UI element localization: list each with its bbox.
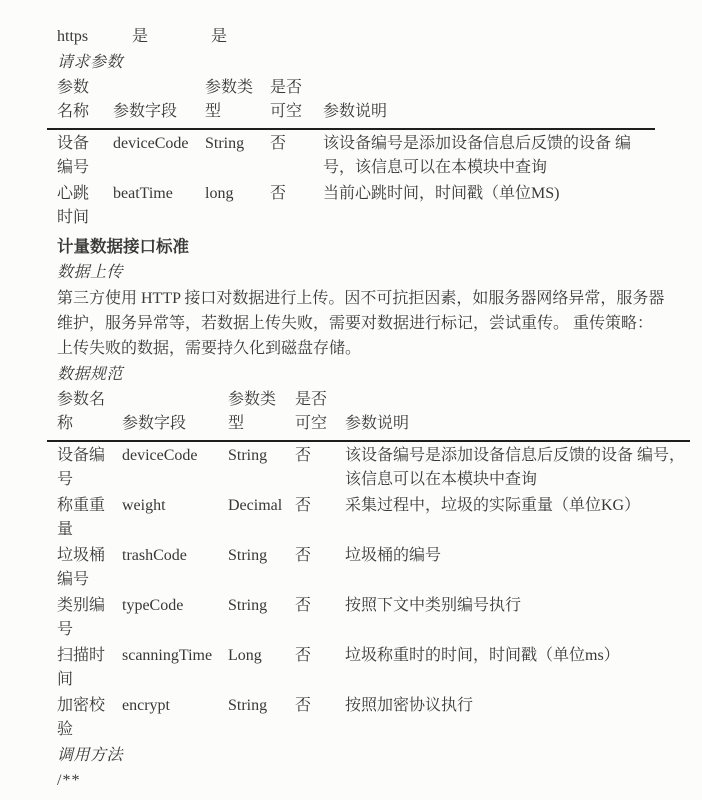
flag-value-1: 是 [132,28,149,45]
param-name-cell: 加密校验 [57,697,106,738]
param-field-cell: deviceCode [113,135,189,152]
data-spec-heading: 数据规范 [57,366,124,383]
col-header-param-desc: 参数说明 [323,103,388,120]
param-type-cell: String [228,547,268,564]
param-type-cell: String [205,135,245,152]
col-header-param-type: 参数类型 [205,79,254,120]
col-header-param-type: 参数类型 [228,391,277,432]
param-type-cell: String [228,597,268,614]
flag-value-2: 是 [211,28,228,45]
data-upload-heading: 数据上传 [57,264,124,281]
param-type-cell: String [228,447,268,464]
col-header-nullable: 是否可空 [295,391,328,432]
table-row [47,129,655,180]
code-comment-line: /** [57,772,81,789]
header-row [47,388,690,441]
param-type-cell: Decimal [228,497,283,514]
protocol-value: https [57,28,89,45]
param-desc-cell: 垃圾称重时的时间，时间戳（单位ms） [345,647,620,664]
data-spec-table [47,388,690,742]
param-type-cell: String [228,697,268,714]
param-nullable-cell: 否 [295,597,312,614]
param-field-cell: encrypt [122,697,170,714]
param-nullable-cell: 否 [295,647,312,664]
upload-paragraph: 第三方使用 HTTP 接口对数据进行上传。因不可抗拒因素，如服务器网络异常，服务器维护，服务异常等，若数据上传失败，需要对数据进行标记，尝试重传。 重传策略：上传失败的数据，需要持久化到磁盘存储。 [57,290,665,357]
table-row [47,642,690,692]
table-row [47,692,690,742]
param-field-cell: trashCode [122,547,187,564]
param-desc-cell: 按照下文中类别编号执行 [345,597,522,614]
param-nullable-cell: 否 [295,497,312,514]
param-field-cell: typeCode [122,597,184,614]
protocol-remnant-row [57,24,665,49]
param-desc-cell: 该设备编号是添加设备信息后反馈的设备 编号，该信息可以在本模块中查询 [323,135,632,176]
param-nullable-cell: 否 [295,547,312,564]
param-field-cell: deviceCode [122,447,198,464]
request-params-heading: 请求参数 [57,54,124,71]
param-name-cell: 垃圾桶编号 [57,547,106,588]
col-header-nullable: 是否可空 [270,79,303,120]
param-name-cell: 称重重量 [57,497,106,538]
invoke-method-heading: 调用方法 [57,747,124,764]
col-header-param-name: 参数名称 [57,391,106,432]
param-name-cell: 设备编号 [57,135,90,176]
param-name-cell: 类别编号 [57,597,106,638]
col-header-param-name: 参数名称 [57,79,90,120]
param-field-cell: weight [122,497,166,514]
param-field-cell: scanningTime [122,647,213,664]
param-type-cell: long [205,185,234,202]
table-row [47,492,690,542]
param-type-cell: Long [228,647,262,664]
param-name-cell: 扫描时间 [57,647,106,688]
col-header-param-desc: 参数说明 [345,415,410,432]
table-row [47,592,690,642]
header-row [47,76,655,129]
param-name-cell: 心跳时间 [57,185,90,226]
col-header-param-field: 参数字段 [113,103,178,120]
param-nullable-cell: 否 [270,185,287,202]
param-nullable-cell: 否 [295,447,312,464]
param-desc-cell: 采集过程中，垃圾的实际重量（单位KG） [345,497,641,514]
param-name-cell: 设备编号 [57,447,106,488]
param-desc-cell: 当前心跳时间，时间戳（单位MS) [323,185,560,202]
table-row [47,542,690,592]
metering-section-title: 计量数据接口标准 [57,237,189,256]
request-params-table [47,76,655,230]
param-desc-cell: 该设备编号是添加设备信息后反馈的设备 编号，该信息可以在本模块中查询 [345,447,686,488]
param-field-cell: beatTime [113,185,173,202]
param-desc-cell: 按照加密协议执行 [345,697,474,714]
param-desc-cell: 垃圾桶的编号 [345,547,442,564]
table-row [47,441,690,492]
table-row [47,180,655,230]
param-nullable-cell: 否 [270,135,287,152]
col-header-param-field: 参数字段 [122,415,187,432]
param-nullable-cell: 否 [295,697,312,714]
